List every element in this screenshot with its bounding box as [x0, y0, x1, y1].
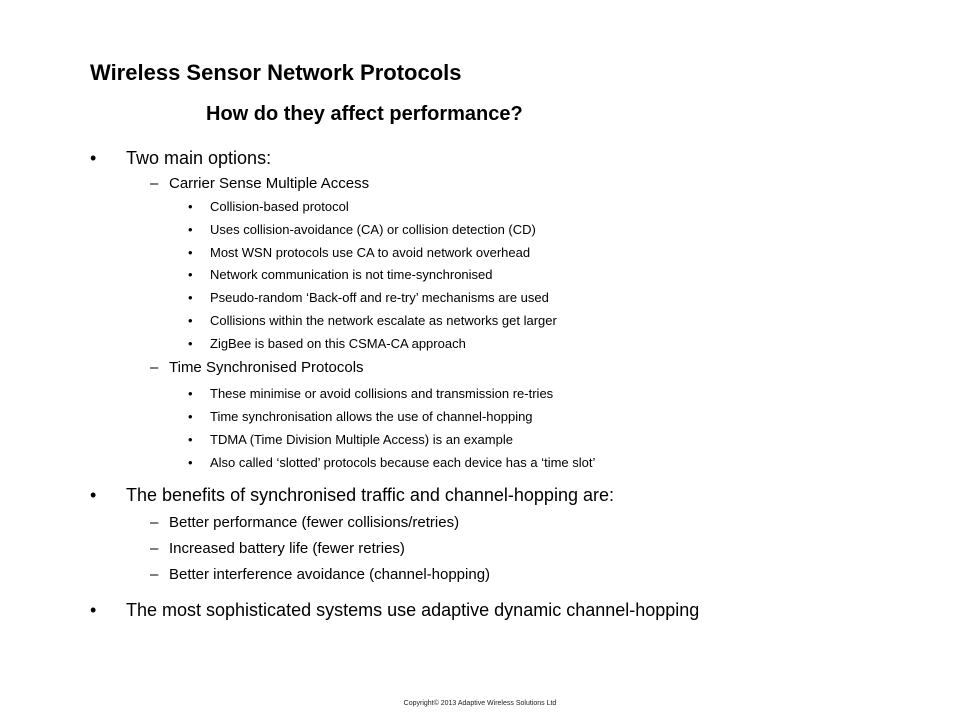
sub-item: Increased battery life (fewer retries) — [169, 540, 405, 557]
detail-item: ZigBee is based on this CSMA-CA approach — [210, 336, 466, 351]
dash-marker: – — [150, 514, 159, 531]
detail-item: Network communication is not time-synchronised — [210, 267, 493, 282]
bullet-marker: • — [188, 313, 193, 328]
dash-marker: – — [150, 359, 159, 376]
detail-item: Pseudo-random ‘Back-off and re-try’ mechanisms are used — [210, 290, 549, 305]
sub-item: Better interference avoidance (channel-hopping) — [169, 566, 491, 583]
bullet-marker: • — [188, 455, 193, 470]
detail-item: Collision-based protocol — [210, 199, 349, 214]
bullet-marker: • — [188, 336, 193, 351]
bullet-marker: • — [188, 199, 193, 214]
detail-item: These minimise or avoid collisions and transmission re-tries — [210, 386, 554, 401]
copyright-footer: Copyright© 2013 Adaptive Wireless Solutions Ltd — [403, 700, 557, 707]
sub-item: Time Synchronised Protocols — [169, 359, 364, 376]
sub-item: Better performance (fewer collisions/retries) — [169, 514, 460, 531]
bullet-marker: • — [90, 148, 97, 168]
bullet-marker: • — [188, 290, 193, 305]
slide-title: Wireless Sensor Network Protocols — [90, 60, 462, 85]
dash-marker: – — [150, 540, 159, 557]
slide-subtitle: How do they affect performance? — [206, 103, 523, 125]
detail-item: Most WSN protocols use CA to avoid network overhead — [210, 245, 531, 260]
detail-item: Uses collision-avoidance (CA) or collision detection (CD) — [210, 222, 536, 237]
bullet-marker: • — [188, 432, 193, 447]
detail-item: Time synchronisation allows the use of channel-hopping — [210, 409, 533, 424]
detail-item: TDMA (Time Division Multiple Access) is an example — [210, 432, 513, 447]
bullet-item: The benefits of synchronised traffic and channel-hopping are: — [126, 485, 614, 505]
dash-marker: – — [150, 566, 159, 583]
bullet-marker: • — [188, 409, 193, 424]
bullet-item: Two main options: — [126, 148, 272, 168]
bullet-marker: • — [188, 222, 193, 237]
sub-item: Carrier Sense Multiple Access — [169, 175, 370, 192]
bullet-marker: • — [90, 600, 97, 620]
bullet-marker: • — [188, 245, 193, 260]
bullet-item: The most sophisticated systems use adaptive dynamic channel-hopping — [126, 600, 700, 620]
bullet-marker: • — [90, 485, 97, 505]
detail-item: Collisions within the network escalate as networks get larger — [210, 313, 557, 328]
dash-marker: – — [150, 175, 159, 192]
bullet-marker: • — [188, 267, 193, 282]
detail-item: Also called ‘slotted’ protocols because each device has a ‘time slot’ — [210, 455, 596, 470]
bullet-marker: • — [188, 386, 193, 401]
